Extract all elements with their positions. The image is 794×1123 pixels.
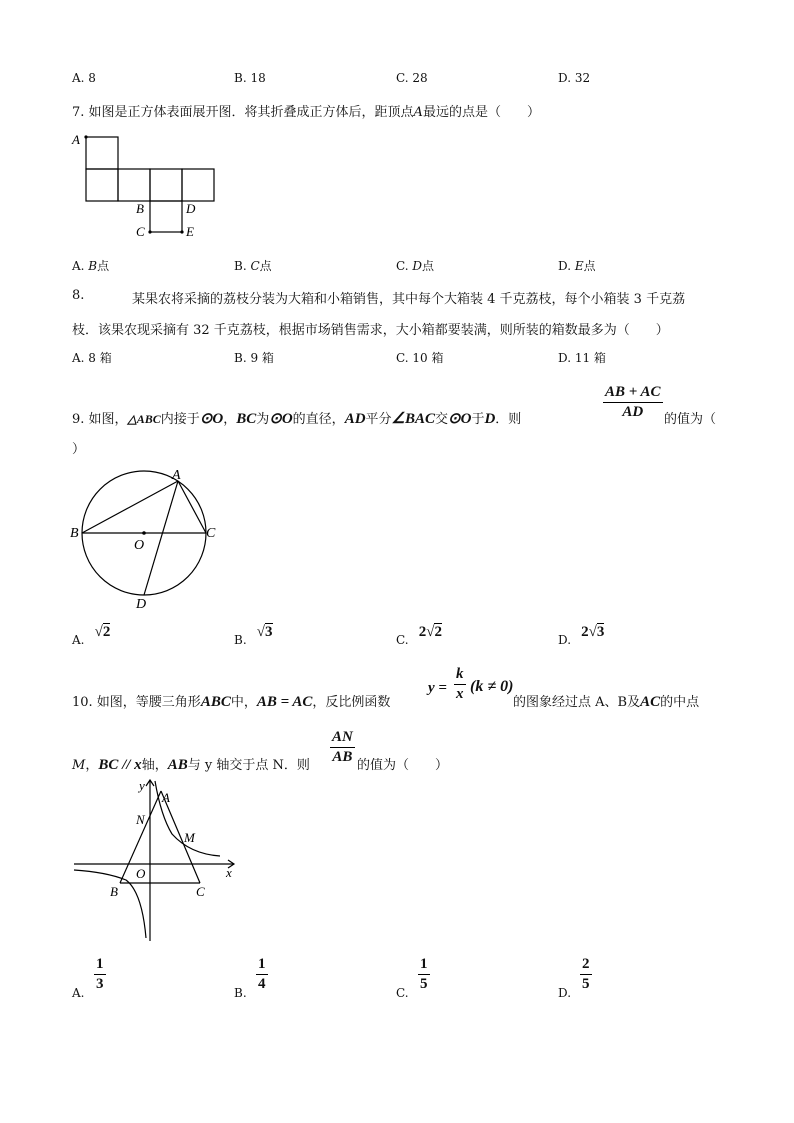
net-label-e: E <box>186 224 194 239</box>
q8-option-a[interactable]: A. 8 箱 <box>72 351 112 365</box>
q9-option-a[interactable]: A. √2 <box>72 624 111 647</box>
circle-figure <box>66 462 226 614</box>
q10-stem-line-1-tail: 的图象经过点 A、B及AC的中点 <box>513 694 700 710</box>
q6-option-c[interactable]: C. 28 <box>396 71 428 85</box>
cube-net-figure <box>66 128 226 244</box>
q9-option-b[interactable]: B. √3 <box>234 624 273 647</box>
q7-stem-text: 7. 如图是正方体表面展开图．将其折叠成正方体后，距顶点 <box>72 105 414 120</box>
q9-stem: 9. 如图，△ABC内接于⊙O，BC为⊙O的直径，AD平分∠BAC交⊙O于D．则 <box>72 411 522 427</box>
q9-fraction <box>603 384 663 421</box>
q9-stem-tail: 的值为（ <box>664 412 717 427</box>
q9-fraction-denominator: AD <box>622 404 644 420</box>
q7-stem <box>72 101 540 120</box>
q9-option-c[interactable]: C. 2√2 <box>396 624 442 647</box>
q10-stem-line-1: 10. 如图，等腰三角形ABC中，AB = AC，反比例函数 <box>72 694 391 710</box>
circle-label-o: O <box>134 538 145 553</box>
q6-option-a[interactable]: A. 8 <box>72 71 96 85</box>
q8-option-c[interactable]: C. 10 箱 <box>396 351 444 365</box>
q8-line-2: 枝．该果农现采摘有 32 千克荔枝，根据市场销售需求，大小箱都要装满，则所装的箱数最多为（ ） <box>72 323 669 338</box>
hyp-label-n: N <box>136 812 145 827</box>
net-label-d: D <box>186 201 196 216</box>
hyp-label-b: B <box>110 884 118 899</box>
axis-label-y: y <box>139 778 145 793</box>
hyp-label-o: O <box>136 866 146 881</box>
sqrt-icon: √ <box>256 624 266 640</box>
q9-fraction-numerator: AB + AC <box>603 384 663 403</box>
hyp-label-m: M <box>184 830 195 845</box>
q10-stem-tail: 的值为（ ） <box>357 758 449 773</box>
axis-label-x: x <box>226 865 232 880</box>
net-label-b: B <box>136 201 144 216</box>
circle-label-b: B <box>70 526 79 541</box>
q8-option-d[interactable]: D. 11 箱 <box>558 351 606 365</box>
circle-label-c: C <box>206 526 216 541</box>
q10-fraction-denominator: AB <box>332 749 353 765</box>
sqrt-icon: √ <box>94 624 103 640</box>
hyp-label-c: C <box>196 884 205 899</box>
sqrt-icon: √ <box>426 624 435 640</box>
circle-label-a: A <box>172 468 181 483</box>
hyperbola-figure <box>66 776 246 944</box>
q10-fraction <box>330 729 355 766</box>
q7-stem-point: A <box>413 105 423 120</box>
net-label-a: A <box>72 132 80 147</box>
q10-stem-line-2: M，BC // x轴，AB与 y 轴交于点 N．则 <box>72 757 310 773</box>
q6-option-d[interactable]: D. 32 <box>558 71 591 85</box>
q6-option-b[interactable]: B. 18 <box>234 71 266 85</box>
q7-option-d[interactable]: D. E点 <box>558 259 596 273</box>
q7-option-a[interactable]: A. B点 <box>72 259 110 273</box>
q7-stem-tail: 最远的点是（ ） <box>422 105 540 120</box>
hyp-label-a: A <box>162 790 170 805</box>
sqrt-icon: √ <box>588 624 597 640</box>
q7-option-c[interactable]: C. D点 <box>396 259 435 273</box>
q9-stem-close: ） <box>72 442 86 457</box>
q10-fraction-numerator: AN <box>330 729 355 748</box>
q8-option-b[interactable]: B. 9 箱 <box>234 351 274 365</box>
q8-line-1: 某果农将采摘的荔枝分装为大箱和小箱销售，其中每个大箱装 4 千克荔枝，每个小箱装 3 千克荔 <box>132 292 686 307</box>
net-label-c: C <box>136 224 145 239</box>
q9-option-d[interactable]: D. 2√3 <box>558 624 605 647</box>
q7-option-b[interactable]: B. C点 <box>234 259 272 273</box>
q8-number: 8. <box>72 288 85 303</box>
circle-label-d: D <box>136 597 147 612</box>
